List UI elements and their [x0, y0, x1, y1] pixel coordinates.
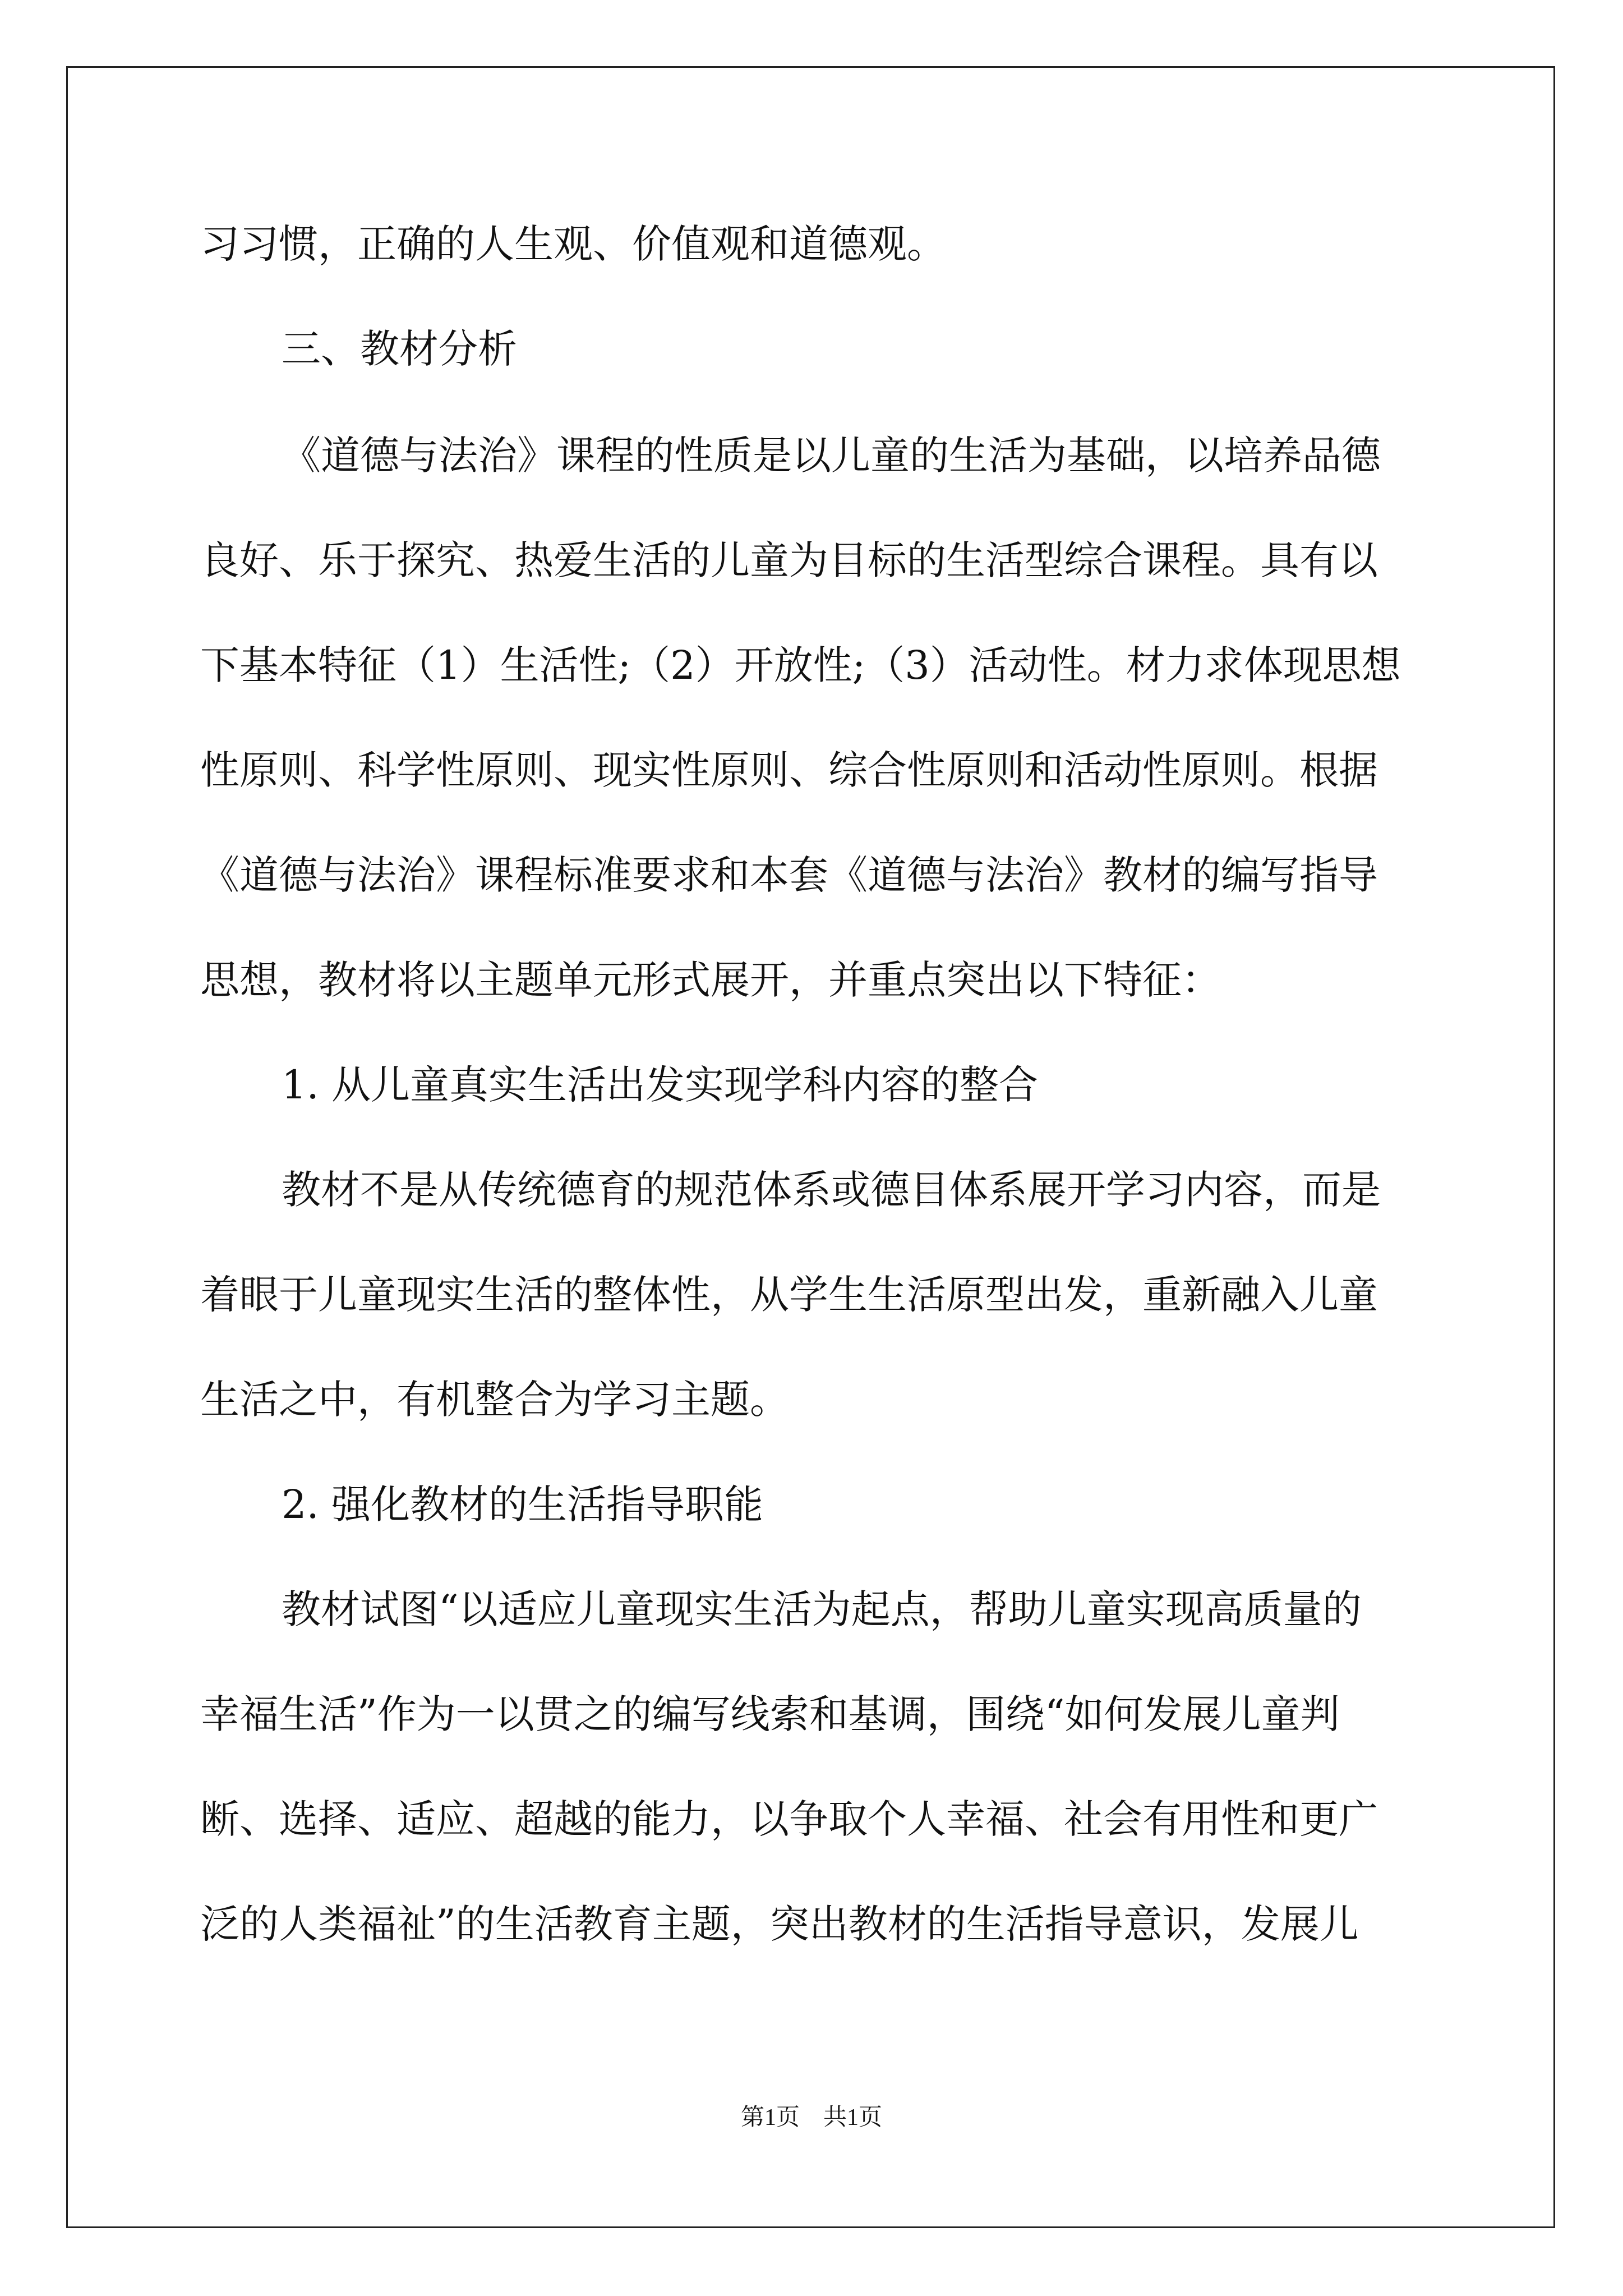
paragraph-line: 习习惯，正确的人生观、价值观和道德观。: [200, 221, 946, 267]
paragraph-line: 教材不是从传统德育的规范体系或德目体系展开学习内容，而是: [282, 1167, 1381, 1213]
paragraph-line: 思想，教材将以主题单元形式展开，并重点突出以下特征：: [200, 957, 1221, 1003]
paragraph-line: 良好、乐于探究、热爱生活的儿童为目标的生活型综合课程。具有以: [200, 537, 1378, 583]
subheading: 1. 从儿童真实生活出发实现学科内容的整合: [282, 1062, 1039, 1108]
paragraph-line: 着眼于儿童现实生活的整体性，从学生生活原型出发，重新融入儿童: [200, 1272, 1378, 1318]
paragraph-line: 断、选择、适应、超越的能力，以争取个人幸福、社会有用性和更广: [200, 1796, 1378, 1842]
paragraph-line: 《道德与法治》课程标准要求和本套《道德与法治》教材的编写指导: [200, 852, 1378, 898]
page-footer: 第1页 共1页: [740, 2105, 882, 2131]
paragraph-line: 下基本特征（1）生活性;（2）开放性;（3）活动性。材力求体现思想: [200, 642, 1401, 688]
paragraph-line: 性原则、科学性原则、现实性原则、综合性原则和活动性原则。根据: [200, 747, 1378, 793]
paragraph-line: 《道德与法治》课程的性质是以儿童的生活为基础，以培养品德: [282, 432, 1381, 478]
paragraph-line: 教材试图“以适应儿童现实生活为起点，帮助儿童实现高质量的: [282, 1586, 1362, 1632]
section-heading: 三、教材分析: [282, 326, 517, 372]
paragraph-line: 生活之中，有机整合为学习主题。: [200, 1377, 789, 1423]
subheading: 2. 强化教材的生活指导职能: [282, 1481, 764, 1527]
paragraph-line: 泛的人类福祉”的生活教育主题，突出教材的生活指导意识，发展儿: [200, 1901, 1359, 1947]
paragraph-line: 幸福生活”作为一以贯之的编写线索和基调，围绕“如何发展儿童判: [200, 1691, 1340, 1737]
